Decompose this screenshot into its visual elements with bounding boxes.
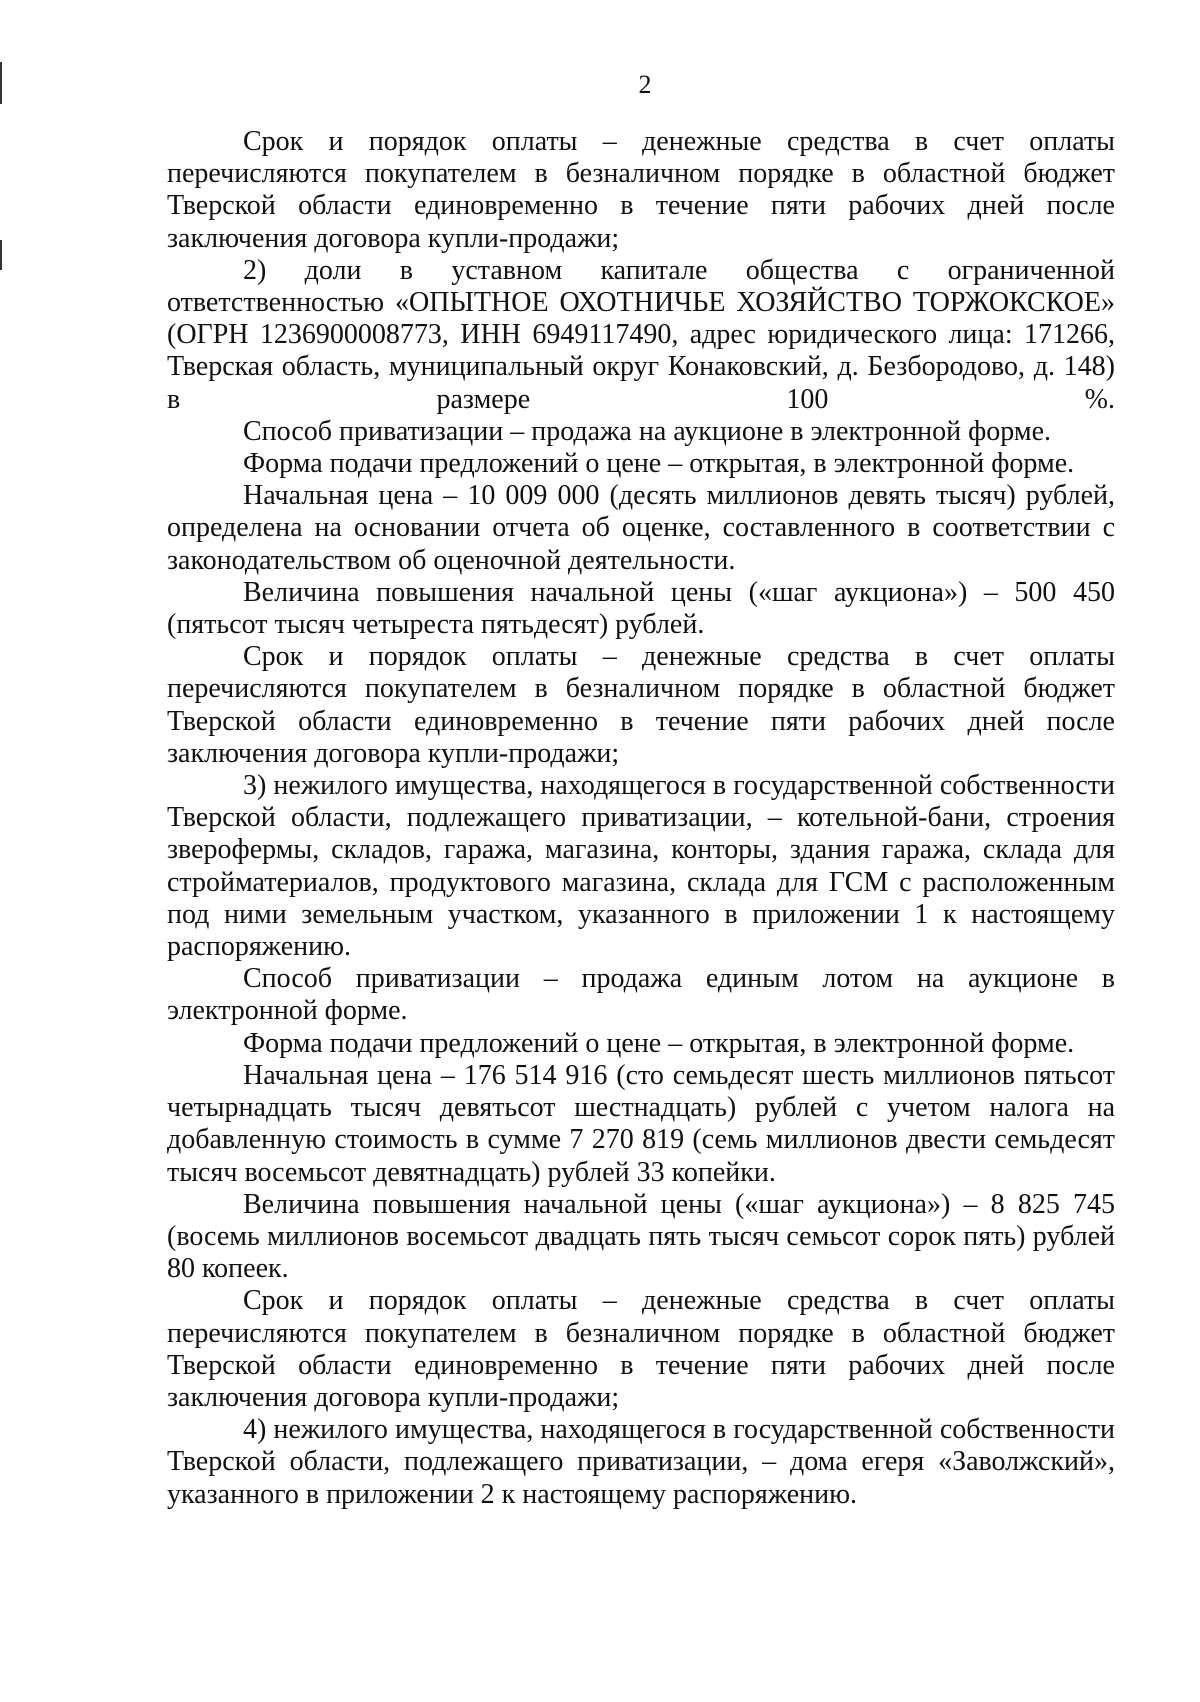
paragraph-starting-price: Начальная цена – 176 514 916 (сто семьдесят шесть миллионов пятьсот четырнадцать тысяч девятьсот шестнадцать) рублей с учетом налога на добавленную стоимость в сумме 7 270 819 (семь миллионов двести семьдесят тысяч восемьсот девятнадцать) рублей 33 копейки. xyxy=(167,1059,1115,1188)
paragraph-auction-step: Величина повышения начальной цены («шаг аукциона») – 500 450 (пятьсот тысяч четыреста пятьдесят) рублей. xyxy=(167,576,1115,641)
paragraph-item-2: 2) доли в уставном капитале общества с ограниченной ответственностью «ОПЫТНОЕ ОХОТНИЧЬЕ ХОЗЯЙСТВО ТОРЖОКСКОЕ» (ОГРН 1236900008773, ИНН 6949117490, адрес юридического лица: 171266, Тверская область, муниципальный округ Конаковский, д. Безбородово, д. 148) в размере 100 %. xyxy=(167,254,1115,415)
paragraph-payment-terms: Срок и порядок оплаты – денежные средства в счет оплаты перечисляются покупателем в безналичном порядке в областной бюджет Тверской области единовременно в течение пяти рабочих дней после заключения договора купли-продажи; xyxy=(167,1285,1115,1413)
paragraph-item-3: 3) нежилого имущества, находящегося в государственной собственности Тверской области, подлежащего приватизации, – котельной-бани, строения зверофермы, складов, гаража, магазина, конторы, здания гаража, склада для стройматериалов, продуктового магазина, склада для ГСМ с расположенным под ними земельным участком, указанного в приложении 1 к настоящему распоряжению. xyxy=(167,770,1115,963)
paragraph-payment-terms: Срок и порядок оплаты – денежные средства в счет оплаты перечисляются покупателем в безналичном порядке в областной бюджет Тверской области единовременно в течение пяти рабочих дней после заключения договора купли-продажи; xyxy=(167,126,1115,254)
page-number: 2 xyxy=(638,70,652,99)
paragraph-payment-terms: Срок и порядок оплаты – денежные средства в счет оплаты перечисляются покупателем в безналичном порядке в областной бюджет Тверской области единовременно в течение пяти рабочих дней после заключения договора купли-продажи; xyxy=(167,641,1115,769)
paragraph-bid-form: Форма подачи предложений о цене – открытая, в электронной форме. xyxy=(243,1027,1075,1059)
paragraph-privatization-method: Способ приватизации – продажа на аукционе в электронной форме. xyxy=(243,415,1052,447)
paragraph-starting-price: Начальная цена – 10 009 000 (десять миллионов девять тысяч) рублей, определена на основании отчета об оценке, составленного в соответствии с законодательством об оценочной деятельности. xyxy=(167,480,1115,576)
paragraph-item-4: 4) нежилого имущества, находящегося в государственной собственности Тверской области, подлежащего приватизации, – дома егеря «Заволжский», указанного в приложении 2 к настоящему распоряжению. xyxy=(167,1414,1115,1510)
paragraph-auction-step: Величина повышения начальной цены («шаг аукциона») – 8 825 745 (восемь миллионов восемьсот двадцать пять тысяч семьсот сорок пять) рублей 80 копеек. xyxy=(167,1188,1115,1285)
scan-edge-mark xyxy=(0,240,2,270)
paragraph-privatization-method: Способ приватизации – продажа единым лотом на аукционе в электронной форме. xyxy=(167,963,1115,1027)
paragraph-bid-form: Форма подачи предложений о цене – открытая, в электронной форме. xyxy=(243,448,1075,480)
document-body xyxy=(167,126,1115,1511)
